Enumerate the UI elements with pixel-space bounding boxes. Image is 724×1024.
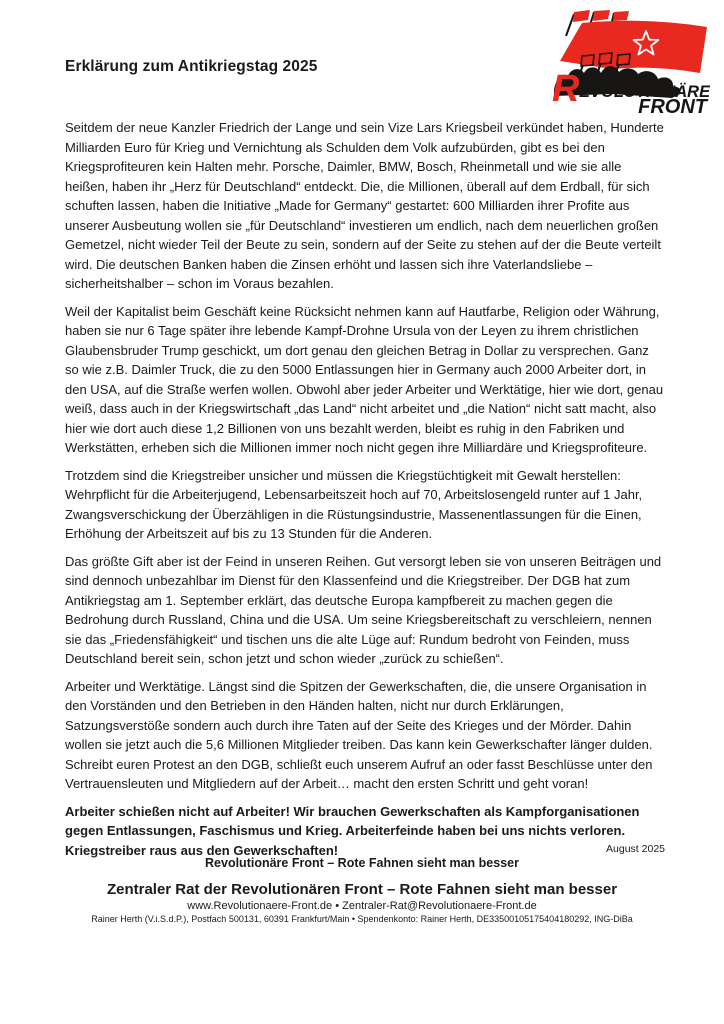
logo-name-rest: EVOLUTIONÄRE [579, 83, 710, 101]
revolutionaere-front-logo [552, 10, 710, 114]
date-label: August 2025 [606, 842, 665, 855]
page-title: Erklärung zum Antikriegstag 2025 [65, 58, 318, 75]
footer-imprint-line: Rainer Herth (V.i.S.d.P.), Postfach 500131, 60391 Frankfurt/Main • Spendenkonto: Rainer Herth, DE33500105175404180292, ING-DiBa [91, 914, 633, 924]
body-paragraph-4: Das größte Gift aber ist der Feind in unseren Reihen. Gut versorgt leben sie von unseren Beiträgen und sind dennoch unbezahlbar im Dienst für den Klassenfeind und die Kriegstreiber. Der DGB hat zum Antikriegstag am 1. September erklärt, das deutsche Europa kampfbereit zu machen gegen die Bedrohung durch Russland, China und die USA. Um seine Kriegsbereitschaft zu verschleiern, nennen sie das „Friedensfähigkeit“ und tischen uns die alte Lüge auf: Rundum bedroht von Feinden, muss Deutschland bereit sein, schon jetzt und schon wieder „zurück zu schießen“. [65, 553, 662, 666]
footer-central-council-line: Zentraler Rat der Revolutionären Front – Rote Fahnen sieht man besser [106, 881, 618, 898]
closing-text: Arbeiter schießen nicht auf Arbeiter! Wir brauchen Gewerkschaften als Kampforganisationen gegen Entlassungen, Faschismus und Krieg. Arbeiterfeinde haben bei uns nichts verloren. Kriegstreiber raus aus den Gewerkschaften! [65, 803, 640, 858]
logo-initial: R [552, 68, 580, 110]
body-paragraph-5: Arbeiter und Werktätige. Längst sind die Spitzen der Gewerkschaften, die, die unsere Organisation in den Vorständen und den Betrieben in den Händen halten, nicht nur durch Erklärungen, Satzungsverstöße sondern auch durch ihre Taten auf der Seite des Krieges und der Mörder. Dahin wollen sie jetzt auch die 5,6 Millionen Mitglieder treiben. Das kann kein Gewerkschafter länger dulden. Schreibt euren Protest an den DGB, schließt euch unserem Aufruf an oder fasst Beschlüsse unter den Vertrauensleuten und Mitgliedern auf der Arbeit… macht den ersten Schritt und geht voran! [65, 678, 653, 791]
body-paragraph-1: Seitdem der neue Kanzler Friedrich der Lange und sein Vize Lars Kriegsbeil verkündet haben, Hunderte Milliarden Euro für Krieg und Vernichtung als Schulden dem Volk aufzubürden, gibt es bei den Kriegsprofiteuren kein Halten mehr. Porsche, Daimler, BMW, Bosch, Rheinmetall und wie sie alle heißen, haben ihr „Herz für Deutschland“ entdeckt. Die, die Millionen, überall auf dem Erdball, für sich schuften lassen, haben die Initiative „Made for Germany“ gestartet: 600 Milliarden ihrer Profite aus unserer Ausbeutung wollen sie „für Deutschland“ investieren um endlich, nach dem neuerlichen großen Gemetzel, nicht wieder Teil der Beute zu sein, sondern auf der Seite zu stehen auf der die Beute verteilt wird. Die deutschen Banken haben die Zinsen erhöht und lassen sich ihre Vaterlandsliebe – sicherheitshalber – schon im Voraus bezahlen. [65, 120, 664, 291]
footer-org-line: Revolutionäre Front – Rote Fahnen sieht man besser [205, 856, 519, 870]
closing-slogan [65, 802, 665, 861]
footer-contact-line: www.Revolutionaere-Front.de • Zentraler-Rat@Revolutionaere-Front.de [187, 900, 537, 912]
body-paragraph-3: Trotzdem sind die Kriegstreiber unsicher und müssen die Kriegstüchtigkeit mit Gewalt herstellen: Wehrpflicht für die Arbeiterjugend, Lebensarbeitszeit hoch auf 70, Arbeitslosengeld runter auf 1 Jahr, Zwangsverschickung der Überzähligen in die Rüstungsindustrie, Massenentlassungen für die Einen, Erhöhung der Arbeitszeit auf bis zu 13 Stunden für die Anderen. [65, 467, 643, 541]
document-footer [0, 856, 724, 924]
document-body [65, 118, 665, 868]
body-paragraph-2: Weil der Kapitalist beim Geschäft keine Rücksicht nehmen kann auf Hautfarbe, Religion oder Währung, haben sie nur 6 Tage später ihre lebende Kampf-Drohne Ursula von der Leyen zu ihrem christlichen Glaubensbruder Trump geschickt, um dort genau den gleichen Betrag in Dollar zu versprechen. Ganz so wie z.B. Daimler Truck, die zu den 5000 Entlassungen hier in Germany auch 2000 Arbeiter dort, in den USA, auf die Straße werfen wollen. Obwohl aber jeder Arbeiter und Werktätige, hier wie dort, genau weiß, dass auch in der Kriegswirtschaft „das Land“ nicht arbeitet und „die Nation“ nicht satt macht, also hier wie dort auch diese 1,2 Billionen von uns bezahlt werden, bleibt es ruhig in den Fabriken und Werkstätten, erheben sich die Millionen immer noch nicht gegen ihre Milliardäre und Kriegsprofiteure. [65, 303, 664, 455]
logo-name-line2: FRONT [638, 96, 707, 114]
